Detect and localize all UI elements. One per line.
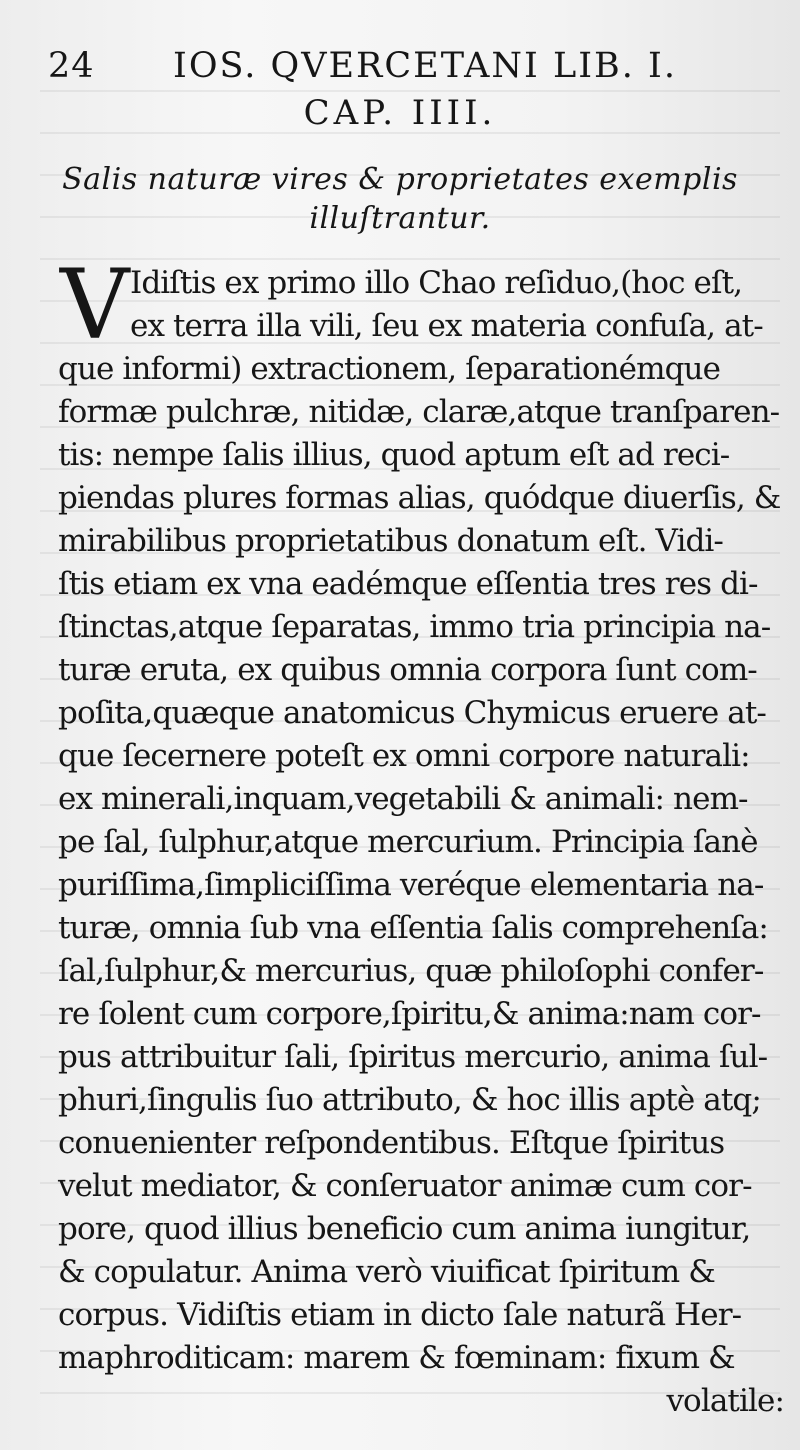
text-line: ſtinctas,atque ſeparatas, immo tria principia na- (58, 609, 771, 645)
chapter-subtitle (60, 160, 740, 238)
text-line: tis: nempe ſalis illius, quod aptum eſt ad reci- (58, 437, 730, 473)
subtitle-line: illuſtrantur. (309, 201, 491, 236)
text-line: maphroditicam: marem & fœminam: fixum & (58, 1340, 735, 1376)
text-line: que ſecernere poteſt ex omni corpore naturali: (58, 738, 750, 774)
text-line: puriſſima,ſimpliciſſima veréque elementaria na- (58, 867, 764, 903)
running-title: IOS. QVERCETANI LIB. I. (173, 46, 677, 86)
subtitle-line: Salis naturæ vires & proprietates exemplis (62, 162, 738, 197)
text-line: formæ pulchræ, nitidæ, claræ,atque tranſparen- (58, 394, 780, 430)
page-number: 24 (48, 46, 95, 86)
text-line: pore, quod illius beneficio cum anima iungitur, (58, 1211, 751, 1247)
text-line: turæ eruta, ex quibus omnia corpora ſunt com- (58, 652, 757, 688)
text-line: velut mediator, & conſeruator animæ cum cor- (58, 1168, 752, 1204)
text-line: pe ſal, ſulphur,atque mercurium. Principia ſanè (58, 824, 758, 860)
text-line: poſita,quæque anatomicus Chymicus eruere at- (58, 695, 767, 731)
text-line: phuri,ſingulis ſuo attributo, & hoc illis aptè atq; (58, 1082, 761, 1118)
text-line: ex terra illa vili, ſeu ex materia confuſa, at- (130, 308, 763, 344)
text-line: ex minerali,inquam,vegetabili & animali: nem- (58, 781, 748, 817)
drop-cap: V (60, 249, 130, 361)
text-line: & copulatur. Anima verò viuificat ſpiritum & (58, 1254, 715, 1290)
text-line: ſal,ſulphur,& mercurius, quæ philoſophi confer- (58, 953, 764, 989)
text-line: turæ, omnia ſub vna eſſentia ſalis comprehenſa: (58, 910, 768, 946)
catchword: volatile: (666, 1383, 784, 1419)
text-line: piendas plures formas alias, quódque diuerſis, & (58, 480, 781, 516)
text-line: corpus. Vidiſtis etiam in dicto ſale naturã Her- (58, 1297, 742, 1333)
text-line: conuenienter reſpondentibus. Eſtque ſpiritus (58, 1125, 725, 1161)
text-line: que informi) extractionem, ſeparationémque (58, 351, 721, 387)
text-line: re ſolent cum corpore,ſpiritu,& anima:nam cor- (58, 996, 761, 1032)
running-head (48, 44, 748, 88)
text-line: Idiſtis ex primo illo Chao reſiduo,(hoc eſt, (130, 265, 743, 301)
text-line: pus attribuitur ſali, ſpiritus mercurio, anima ſul- (58, 1039, 768, 1075)
text-line: mirabilibus proprietatibus donatum eſt. Vidi- (58, 523, 724, 559)
text-line: ſtis etiam ex vna eadémque eſſentia tres res di- (58, 566, 758, 602)
chapter-heading: CAP. IIII. (303, 93, 497, 133)
